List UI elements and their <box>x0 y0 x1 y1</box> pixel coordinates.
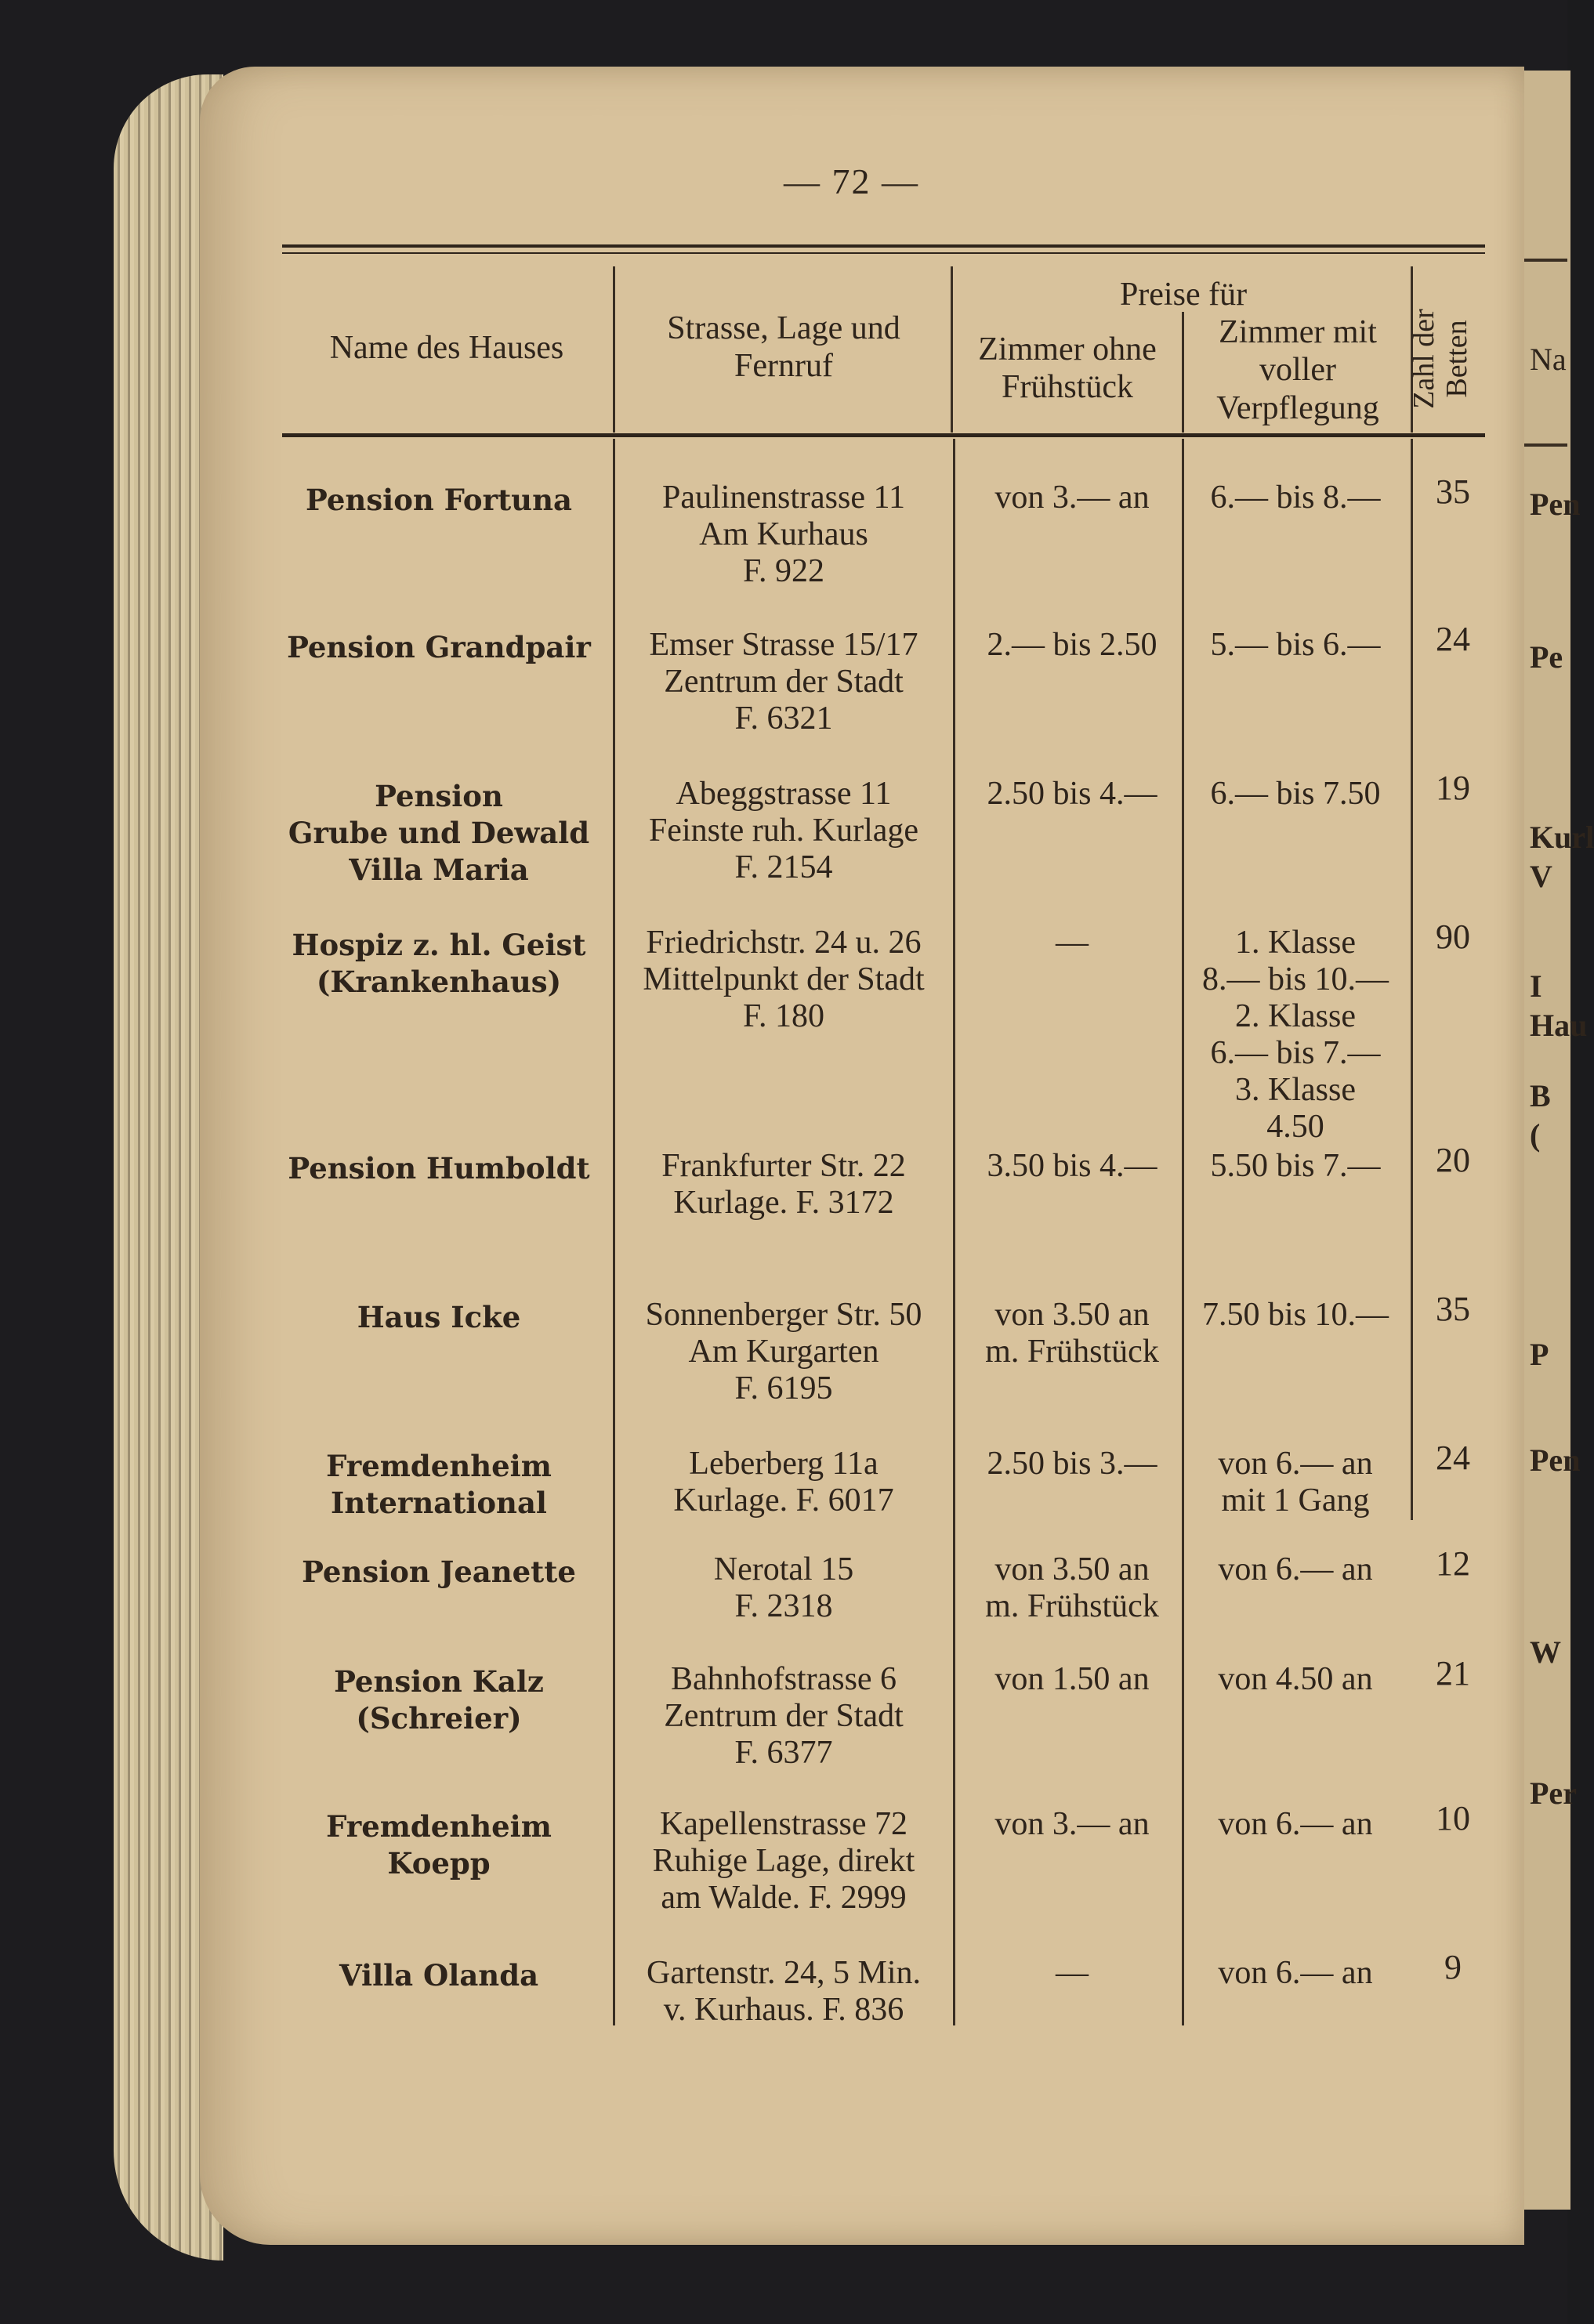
street-address: Sonnenberger Str. 50 Am Kurgarten F. 6195 <box>645 1297 922 1406</box>
street-address: Kapellenstrasse 72 Ruhige Lage, direkt am Walde. F. 2999 <box>652 1806 915 1916</box>
price-full-board: von 6.— an <box>1218 1806 1373 1842</box>
header-price-with: Zimmer mit voller Verpflegung <box>1216 314 1379 426</box>
price-full-board: von 6.— an mit 1 Gang <box>1218 1446 1373 1519</box>
price-without-breakfast: 2.— bis 2.50 <box>987 627 1157 663</box>
bed-count: 10 <box>1436 1799 1470 1837</box>
street-address: Frankfurter Str. 22 Kurlage. F. 3172 <box>661 1148 906 1221</box>
next-page-fragment: Pe <box>1530 639 1563 675</box>
column-divider <box>613 266 615 433</box>
header-street: Strasse, Lage und Fernruf <box>667 310 900 385</box>
next-page-fragment: Per <box>1530 1776 1577 1811</box>
price-without-breakfast: von 3.50 an m. Frühstück <box>985 1551 1159 1624</box>
next-page-fragment: P <box>1530 1337 1549 1372</box>
bed-count: 21 <box>1436 1654 1470 1692</box>
price-without-breakfast: — <box>1056 925 1089 961</box>
next-page-fragment: I <box>1530 968 1542 1004</box>
next-page-fragment: Pen <box>1530 1443 1581 1478</box>
next-page-fragment: Kurl <box>1530 820 1594 855</box>
bed-count: 19 <box>1436 769 1470 807</box>
price-without-breakfast: 2.50 bis 3.— <box>987 1446 1157 1482</box>
next-page-fragment: B <box>1530 1078 1551 1113</box>
next-page-fragment: Na <box>1530 342 1567 377</box>
next-page-fragment: ( <box>1530 1117 1541 1153</box>
price-full-board: 1. Klasse 8.— bis 10.— 2. Klasse 6.— bis 7.— 3. Klasse 4.50 <box>1201 925 1389 1145</box>
header-beds: Zahl der Betten <box>1407 309 1473 409</box>
price-full-board: von 6.— an <box>1218 1955 1373 1991</box>
next-page-fragment: Hau <box>1530 1008 1588 1043</box>
street-address: Paulinenstrasse 11 Am Kurhaus F. 922 <box>662 480 905 589</box>
header-rule <box>282 433 1485 437</box>
price-full-board: 6.— bis 8.— <box>1210 480 1381 516</box>
bed-count: 20 <box>1436 1141 1470 1179</box>
house-name: Hospiz z. hl. Geist (Krankenhaus) <box>292 928 586 999</box>
price-without-breakfast: von 3.— an <box>994 1806 1150 1842</box>
bed-count: 24 <box>1436 1439 1470 1477</box>
house-name: Pension Fortuna <box>306 483 572 517</box>
house-name: Villa Olanda <box>339 1958 539 1993</box>
bed-count: 24 <box>1436 620 1470 658</box>
bed-count: 35 <box>1436 472 1470 511</box>
street-address: Abeggstrasse 11 Feinste ruh. Kurlage F. 2154 <box>648 776 919 885</box>
house-name: Pension Grandpair <box>287 630 591 664</box>
top-rule-thin <box>282 252 1485 254</box>
house-name: Pension Grube und Dewald Villa Maria <box>288 779 590 887</box>
bed-count: 9 <box>1444 1948 1462 1986</box>
house-name: Fremdenheim International <box>326 1449 552 1520</box>
header-name: Name des Hauses <box>329 330 564 366</box>
street-address: Gartenstr. 24, 5 Min. v. Kurhaus. F. 836 <box>647 1955 921 2028</box>
house-name: Pension Kalz (Schreier) <box>334 1664 544 1736</box>
column-divider <box>1182 439 1184 2025</box>
bed-count: 35 <box>1436 1290 1470 1328</box>
next-page-fragment: Pen <box>1530 487 1581 522</box>
price-full-board: von 6.— an <box>1218 1551 1373 1587</box>
price-without-breakfast: von 1.50 an <box>994 1661 1150 1697</box>
column-divider <box>1182 312 1184 433</box>
header-price-without: Zimmer ohne Frühstück <box>978 331 1157 406</box>
street-address: Bahnhofstrasse 6 Zentrum der Stadt F. 6377 <box>664 1661 904 1771</box>
street-address: Nerotal 15 F. 2318 <box>713 1551 854 1624</box>
price-without-breakfast: — <box>1056 1955 1089 1991</box>
house-name: Pension Humboldt <box>288 1151 590 1186</box>
price-full-board: 6.— bis 7.50 <box>1210 776 1381 812</box>
next-page-fragment: W <box>1530 1634 1561 1670</box>
price-full-board: 5.50 bis 7.— <box>1210 1148 1381 1184</box>
header-prices-group: Preise für <box>1119 277 1248 313</box>
top-rule <box>282 244 1485 248</box>
street-address: Leberberg 11a Kurlage. F. 6017 <box>673 1446 894 1519</box>
next-page-fragment: V <box>1530 859 1552 894</box>
price-without-breakfast: von 3.— an <box>994 480 1150 516</box>
house-name: Haus Icke <box>357 1300 521 1334</box>
next-page-rule <box>1524 259 1567 262</box>
bed-count: 12 <box>1436 1544 1470 1583</box>
price-full-board: 7.50 bis 10.— <box>1201 1297 1389 1333</box>
page-number: — 72 — <box>784 161 919 201</box>
price-without-breakfast: 3.50 bis 4.— <box>987 1148 1157 1184</box>
price-full-board: 5.— bis 6.— <box>1210 627 1381 663</box>
price-without-breakfast: 2.50 bis 4.— <box>987 776 1157 812</box>
house-name: Pension Jeanette <box>302 1555 576 1589</box>
house-name: Fremdenheim Koepp <box>326 1809 552 1881</box>
price-without-breakfast: von 3.50 an m. Frühstück <box>985 1297 1159 1370</box>
street-address: Friedrichstr. 24 u. 26 Mittelpunkt der Stadt F. 180 <box>643 925 925 1034</box>
street-address: Emser Strasse 15/17 Zentrum der Stadt F. 6321 <box>649 627 918 737</box>
bed-count: 90 <box>1436 918 1470 956</box>
next-page-rule <box>1524 443 1567 447</box>
price-full-board: von 4.50 an <box>1218 1661 1373 1697</box>
